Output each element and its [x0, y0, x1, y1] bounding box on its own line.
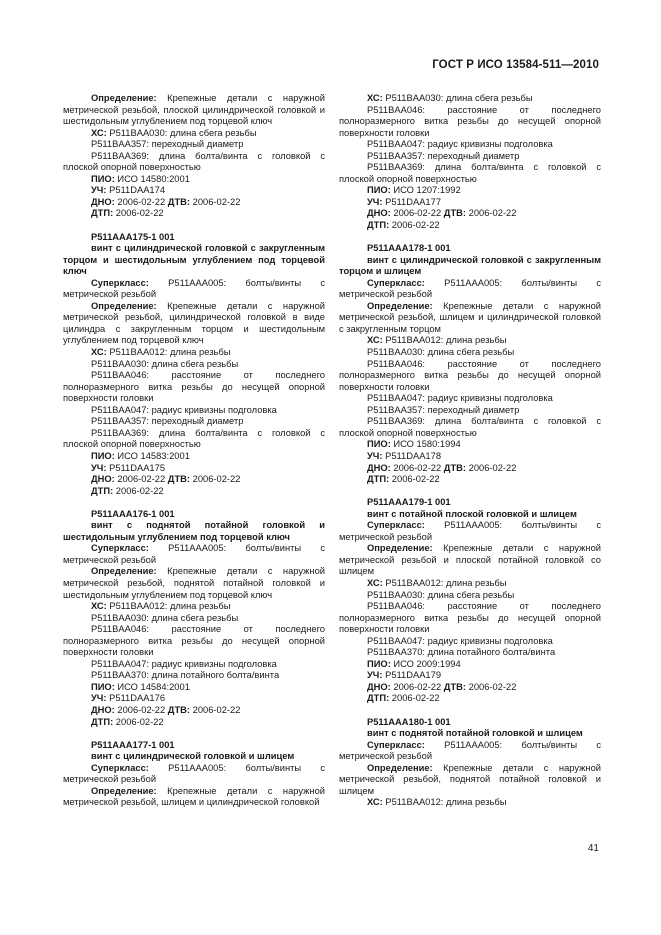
entry-line: [339, 463, 601, 475]
field-label: ХС:: [91, 127, 107, 138]
entry-line: [63, 359, 325, 371]
entry-line: [339, 405, 601, 417]
field-text: P511BAA357: переходный диаметр: [367, 404, 520, 415]
field-text: ИСО 1580:1994: [390, 439, 461, 450]
field-label: ДТВ:: [167, 474, 191, 485]
entry-line: [63, 486, 325, 498]
field-text: 2006-02-22: [389, 220, 440, 231]
field-text: P511BAA012: длина резьбы: [382, 797, 507, 808]
field-text: Крепежные детали с наружной метрической резьбой, поднятой потайной головкой и шестидольным углублением под торцевой ключ: [63, 566, 325, 600]
field-label: ХС:: [367, 577, 383, 588]
field-label: винт с потайной плоской головкой и шлицем: [367, 508, 577, 519]
field-label: Суперкласс:: [367, 277, 425, 288]
entry-line: [339, 151, 601, 163]
field-label: ДНО:: [91, 474, 115, 485]
field-label: ДТВ:: [443, 681, 467, 692]
entry-line: [63, 151, 325, 174]
field-label: Определение:: [91, 300, 157, 311]
field-text: P511BAA370: длина потайного болта/винта: [91, 670, 280, 681]
field-label: ПИО:: [91, 450, 115, 461]
field-text: Крепежные детали с наружной метрической резьбой, поднятой потайной головкой и шлицем: [339, 762, 601, 796]
field-text: P511BAA047: радиус кривизны подголовка: [367, 393, 553, 404]
entry-line: [339, 474, 601, 486]
field-label: винт с цилиндрической головкой с закругленным торцом и шлицем: [339, 254, 601, 277]
field-text: P511AAA005: болты/винты с метрической резьбой: [63, 277, 325, 300]
field-label: УЧ:: [367, 670, 383, 681]
field-label: ДТВ:: [167, 704, 191, 715]
field-label: ДТП:: [367, 693, 390, 704]
entry-line: [63, 243, 325, 278]
field-text: P511BAA030: длина сбега резьбы: [106, 127, 257, 138]
entry-line: [63, 751, 325, 763]
entry-line: [339, 682, 601, 694]
field-text: P511BAA046: расстояние от последнего полноразмерного витка резьбы до несущей опорной поверхности головки: [339, 601, 601, 635]
entry-line: [63, 693, 325, 705]
field-label: ДТП:: [91, 208, 114, 219]
field-label: ХС:: [91, 347, 107, 358]
field-label: винт с поднятой потайной головкой и шлицем: [367, 728, 583, 739]
field-text: 2006-02-22: [113, 716, 164, 727]
field-text: 2006-02-22: [466, 208, 517, 219]
field-label: Определение:: [367, 300, 433, 311]
field-text: P511BAA369: длина болта/винта с головкой с плоской опорной поверхностью: [63, 150, 325, 173]
entry-line: [339, 255, 601, 278]
field-label: ДНО:: [367, 208, 391, 219]
field-label: ДТВ:: [167, 196, 191, 207]
field-text: 2006-02-22: [466, 681, 517, 692]
field-label: ДТВ:: [443, 462, 467, 473]
field-label: Суперкласс:: [367, 739, 425, 750]
entry-line: [339, 543, 601, 578]
entry-line: [63, 566, 325, 601]
field-text: P511AAA005: болты/винты с метрической резьбой: [339, 520, 601, 542]
entry-line: [63, 474, 325, 486]
field-label: Суперкласс:: [367, 520, 425, 531]
field-label: P511AAA176-1 001: [91, 508, 175, 519]
entry-line: [339, 601, 601, 636]
entry-line: [63, 509, 325, 521]
entry-line: [63, 763, 325, 786]
field-label: ПИО:: [367, 658, 391, 669]
entry-line: [339, 393, 601, 405]
entry-line: [339, 590, 601, 602]
entry-line: [339, 740, 601, 763]
entry-line: [339, 105, 601, 140]
field-text: P511DAA178: [382, 450, 442, 461]
field-text: 2006-02-22: [390, 681, 444, 692]
field-text: 2006-02-22: [114, 196, 168, 207]
field-label: ДТВ:: [443, 208, 467, 219]
entry-line: [63, 451, 325, 463]
field-label: ДНО:: [367, 681, 391, 692]
entry-line: [63, 301, 325, 347]
field-text: P511BAA012: длина резьбы: [382, 335, 507, 346]
field-text: P511BAA046: расстояние от последнего полноразмерного витка резьбы до несущей опорной поверхности головки: [339, 104, 601, 138]
entry-line: [339, 497, 601, 509]
field-text: P511BAA012: длина резьбы: [106, 601, 231, 612]
entry-line: [63, 659, 325, 671]
entry-line: [339, 636, 601, 648]
paragraph-gap: [339, 486, 601, 498]
left-column: [63, 93, 325, 809]
field-text: 2006-02-22: [389, 693, 440, 704]
field-text: P511BAA047: радиус кривизны подголовка: [367, 139, 553, 150]
field-text: P511BAA357: переходный диаметр: [367, 150, 520, 161]
entry-line: [63, 520, 325, 543]
entry-line: [339, 208, 601, 220]
field-label: Определение:: [367, 543, 433, 554]
field-text: 2006-02-22: [114, 704, 168, 715]
entry-line: [63, 139, 325, 151]
field-label: ХС:: [91, 601, 107, 612]
field-label: ДТП:: [91, 485, 114, 496]
paragraph-gap: [63, 497, 325, 509]
right-column: [339, 93, 601, 809]
field-text: ИСО 1207:1992: [390, 185, 461, 196]
field-text: P511BAA047: радиус кривизны подголовка: [367, 635, 553, 646]
field-text: Крепежные детали с наружной метрической резьбой, шлицем и цилиндрической головкой с закругленным торцом: [339, 300, 601, 334]
field-label: ПИО:: [367, 185, 391, 196]
entry-line: [63, 347, 325, 359]
field-text: P511DAA177: [382, 196, 442, 207]
field-label: P511AAA179-1 001: [367, 497, 451, 508]
entry-line: [339, 439, 601, 451]
entry-line: [339, 763, 601, 798]
entry-line: [339, 139, 601, 151]
field-text: P511BAA030: длина сбега резьбы: [91, 612, 239, 623]
field-text: P511BAA012: длина резьбы: [106, 347, 231, 358]
field-label: Определение:: [91, 785, 157, 796]
field-text: ИСО 14584:2001: [114, 681, 190, 692]
field-label: ПИО:: [367, 439, 391, 450]
field-label: УЧ:: [367, 196, 383, 207]
field-text: P511AAA005: болты/винты с метрической резьбой: [63, 762, 325, 785]
field-text: 2006-02-22: [390, 462, 444, 473]
entry-line: [339, 578, 601, 590]
field-text: P511BAA357: переходный диаметр: [91, 416, 244, 427]
entry-line: [339, 693, 601, 705]
field-label: Определение:: [91, 566, 157, 577]
entry-line: [63, 717, 325, 729]
field-text: P511BAA369: длина болта/винта с головкой с плоской опорной поверхностью: [339, 416, 601, 438]
entry-line: [63, 428, 325, 451]
entry-line: [339, 278, 601, 301]
field-text: 2006-02-22: [190, 704, 241, 715]
field-text: P511BAA030: длина сбега резьбы: [367, 589, 515, 600]
entry-line: [63, 232, 325, 244]
entry-line: [339, 797, 601, 809]
entry-line: [63, 405, 325, 417]
paragraph-gap: [339, 232, 601, 244]
field-text: Крепежные детали с наружной метрической резьбой, плоской цилиндрической головкой и шестидольным углублением под торцевой ключ: [63, 93, 325, 127]
field-text: Крепежные детали с наружной метрической резьбой и плоской потайной головкой со шлицем: [339, 543, 601, 577]
field-text: P511AAA005: болты/винты с метрической резьбой: [339, 739, 601, 762]
field-text: P511BAA046: расстояние от последнего полноразмерного витка резьбы до несущей опорной поверхности головки: [63, 624, 325, 658]
field-label: ПИО:: [91, 681, 115, 692]
field-label: Суперкласс:: [91, 277, 149, 288]
field-label: ХС:: [367, 93, 383, 103]
entry-line: [339, 509, 601, 521]
field-text: P511BAA046: расстояние от последнего полноразмерного витка резьбы до несущей опорной поверхности головки: [63, 370, 325, 404]
page-number: 41: [587, 843, 599, 854]
field-text: Крепежные детали с наружной метрической резьбой, цилиндрической головкой в виде цилиндра с закругленным торцом и шестидольным углублением под торцевой ключ: [63, 300, 325, 346]
field-label: ДНО:: [367, 462, 391, 473]
entry-line: [63, 670, 325, 682]
field-label: P511AAA177-1 001: [91, 739, 175, 750]
entry-line: [63, 613, 325, 625]
field-text: 2006-02-22: [190, 196, 241, 207]
field-label: ДНО:: [91, 704, 115, 715]
field-label: ПИО:: [91, 173, 115, 184]
paragraph-gap: [339, 705, 601, 717]
field-text: 2006-02-22: [190, 474, 241, 485]
field-text: 2006-02-22: [389, 474, 440, 485]
entry-line: [339, 197, 601, 209]
entry-line: [339, 359, 601, 394]
entry-line: [339, 301, 601, 336]
entry-line: [63, 370, 325, 405]
field-label: УЧ:: [91, 693, 107, 704]
field-text: Крепежные детали с наружной метрической резьбой, шлицем и цилиндрической головкой: [63, 785, 325, 808]
field-label: P511AAA175-1 001: [91, 231, 175, 242]
field-label: ХС:: [367, 335, 383, 346]
entry-line: [339, 185, 601, 197]
field-text: P511DAA179: [382, 670, 442, 681]
entry-line: [63, 278, 325, 301]
entry-line: [339, 670, 601, 682]
entry-line: [339, 520, 601, 543]
entry-line: [339, 717, 601, 729]
field-text: P511BAA357: переходный диаметр: [91, 139, 244, 150]
entry-line: [339, 728, 601, 740]
field-text: ИСО 2009:1994: [390, 658, 461, 669]
entry-line: [339, 659, 601, 671]
entry-line: [339, 243, 601, 255]
field-text: P511BAA030: длина сбега резьбы: [382, 93, 533, 103]
field-text: ИСО 14583:2001: [114, 450, 190, 461]
paragraph-gap: [63, 220, 325, 232]
field-text: P511AAA005: болты/винты с метрической резьбой: [63, 543, 325, 565]
entry-line: [63, 93, 325, 128]
field-label: УЧ:: [367, 450, 383, 461]
field-text: P511BAA047: радиус кривизны подголовка: [91, 658, 277, 669]
field-label: винт с цилиндрической головкой и шлицем: [91, 751, 295, 762]
field-text: P511DAA175: [106, 462, 166, 473]
field-text: P511BAA370: длина потайного болта/винта: [367, 647, 556, 658]
entry-line: [339, 347, 601, 359]
field-label: УЧ:: [91, 462, 107, 473]
entry-line: [63, 208, 325, 220]
field-text: P511BAA030: длина сбега резьбы: [367, 347, 515, 358]
entry-line: [63, 174, 325, 186]
entry-line: [63, 185, 325, 197]
field-label: ДТП:: [91, 716, 114, 727]
field-label: УЧ:: [91, 185, 107, 196]
field-label: P511AAA180-1 001: [367, 716, 451, 727]
entry-line: [63, 543, 325, 566]
field-label: винт с цилиндрической головкой с закругленным торцом и шестидольным углублением под торцевой ключ: [63, 243, 325, 277]
field-text: P511BAA046: расстояние от последнего полноразмерного витка резьбы до несущей опорной поверхности головки: [339, 358, 601, 392]
field-label: Определение:: [91, 93, 157, 103]
field-label: ДТП:: [367, 220, 390, 231]
entry-line: [339, 162, 601, 185]
field-label: P511AAA178-1 001: [367, 243, 451, 254]
field-label: ДНО:: [91, 196, 115, 207]
field-text: P511DAA176: [106, 693, 166, 704]
field-text: P511AAA005: болты/винты с метрической резьбой: [339, 277, 601, 300]
entry-line: [339, 335, 601, 347]
entry-line: [339, 647, 601, 659]
field-text: P511BAA047: радиус кривизны подголовка: [91, 404, 277, 415]
entry-line: [339, 93, 601, 105]
entry-line: [63, 601, 325, 613]
running-header: ГОСТ Р ИСО 13584-511—2010: [432, 59, 599, 71]
field-text: P511BAA369: длина болта/винта с головкой с плоской опорной поверхностью: [63, 427, 325, 450]
field-text: P511BAA012: длина резьбы: [382, 577, 507, 588]
field-text: 2006-02-22: [466, 462, 517, 473]
field-label: Суперкласс:: [91, 543, 149, 554]
entry-line: [63, 416, 325, 428]
field-text: 2006-02-22: [113, 485, 164, 496]
entry-line: [63, 463, 325, 475]
field-label: Определение:: [367, 762, 433, 773]
field-label: ХС:: [367, 797, 383, 808]
field-text: 2006-02-22: [114, 474, 168, 485]
field-text: P511DAA174: [106, 185, 166, 196]
entry-line: [339, 451, 601, 463]
entry-line: [63, 786, 325, 809]
paragraph-gap: [63, 728, 325, 740]
entry-line: [339, 416, 601, 439]
field-text: ИСО 14580:2001: [114, 173, 190, 184]
entry-line: [339, 220, 601, 232]
field-text: P511BAA030: длина сбега резьбы: [91, 358, 239, 369]
field-label: Суперкласс:: [91, 762, 149, 773]
entry-line: [63, 682, 325, 694]
field-text: 2006-02-22: [390, 208, 444, 219]
entry-line: [63, 740, 325, 752]
field-text: P511BAA369: длина болта/винта с головкой с плоской опорной поверхностью: [339, 162, 601, 184]
entry-line: [63, 624, 325, 659]
entry-line: [63, 128, 325, 140]
field-text: 2006-02-22: [113, 208, 164, 219]
field-label: ДТП:: [367, 474, 390, 485]
field-label: винт с поднятой потайной головкой и шестидольным углублением под торцевой ключ: [63, 520, 325, 542]
entry-line: [63, 197, 325, 209]
entry-line: [63, 705, 325, 717]
